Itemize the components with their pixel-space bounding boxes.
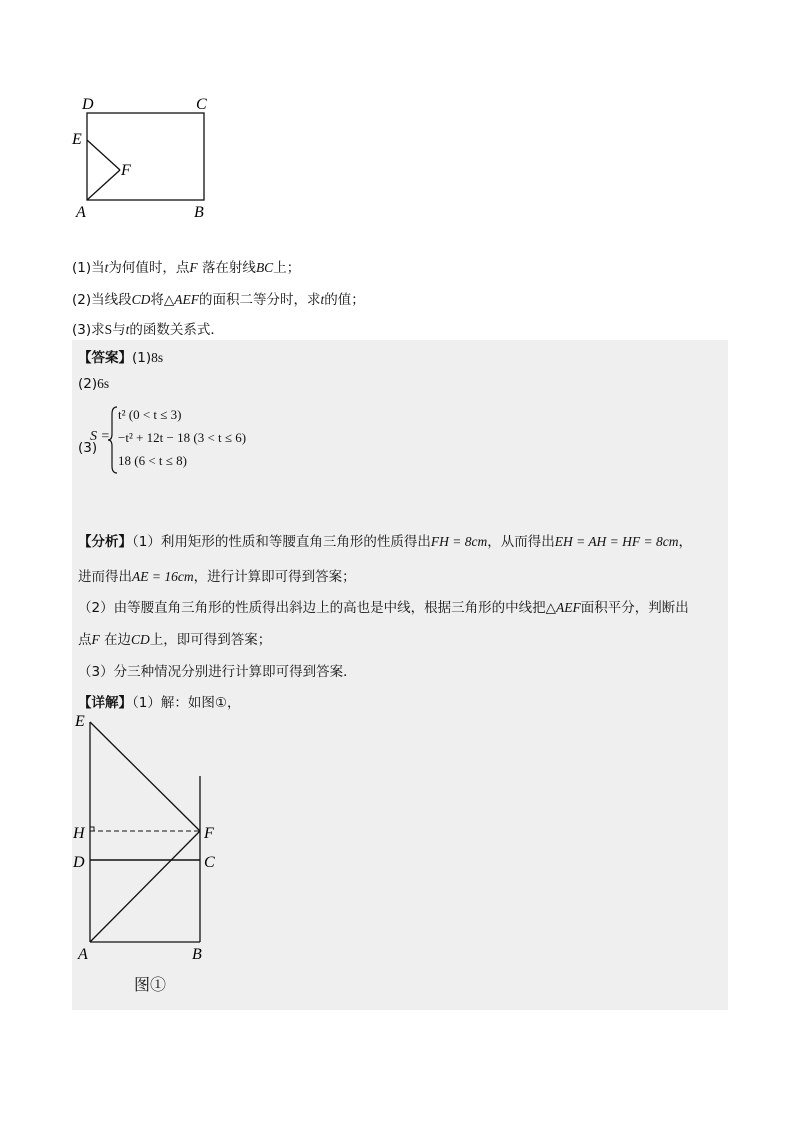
label-b: B xyxy=(192,946,202,963)
segment-af xyxy=(90,831,200,942)
label-h: H xyxy=(73,825,85,842)
label-c: C xyxy=(196,96,207,113)
answer-3-case-3: 18 (6 < t ≤ 8) xyxy=(118,453,187,468)
segment-af xyxy=(87,170,120,200)
analysis-line-5: （3）分三种情况分别进行计算即可得到答案． xyxy=(78,664,357,680)
label-c: C xyxy=(204,854,215,871)
answer-2: (2)6s xyxy=(78,376,110,392)
figure-bottom xyxy=(70,710,240,970)
figure-caption: 图① xyxy=(134,975,167,994)
answer-3-case-1: t² (0 < t ≤ 3) xyxy=(118,407,182,422)
analysis-line-4: 点F 在边CD上，即可得到答案； xyxy=(78,632,272,648)
label-a: A xyxy=(76,204,86,221)
label-d: D xyxy=(73,854,85,871)
question-1: (1)当t为何值时，点F 落在射线BC上； xyxy=(72,260,301,276)
segment-ef xyxy=(90,722,200,831)
detail-line: 【详解】（1）解：如图①， xyxy=(78,695,241,711)
question-2: (2)当线段CD将△AEF的面积二等分时，求t的值； xyxy=(72,292,365,308)
label-e: E xyxy=(72,131,82,148)
answer-3-case-2: −t² + 12t − 18 (3 < t ≤ 6) xyxy=(118,430,247,445)
label-d: D xyxy=(82,96,94,113)
answer-1: 【答案】(1)8s xyxy=(78,350,164,366)
segment-ef xyxy=(87,140,120,170)
figure-top xyxy=(70,90,230,225)
label-b: B xyxy=(194,204,204,221)
question-3: (3)求S与t的函数关系式． xyxy=(72,322,224,338)
analysis-line-1: 【分析】（1）利用矩形的性质和等腰直角三角形的性质得出FH = 8cm，从而得出EH = AH = HF = 8cm， xyxy=(78,534,693,550)
answer-3-lhs: S = xyxy=(90,429,110,444)
label-a: A xyxy=(78,946,88,963)
label-f: F xyxy=(121,162,131,179)
label-f: F xyxy=(204,825,214,842)
label-e: E xyxy=(75,713,85,730)
answer-3-prefix: (3) xyxy=(78,440,98,456)
analysis-line-3: （2）由等腰直角三角形的性质得出斜边上的高也是中线，根据三角形的中线把△AEF面积平分，判断出 xyxy=(78,600,689,616)
analysis-line-2: 进而得出AE = 16cm，进行计算即可得到答案； xyxy=(78,569,356,585)
